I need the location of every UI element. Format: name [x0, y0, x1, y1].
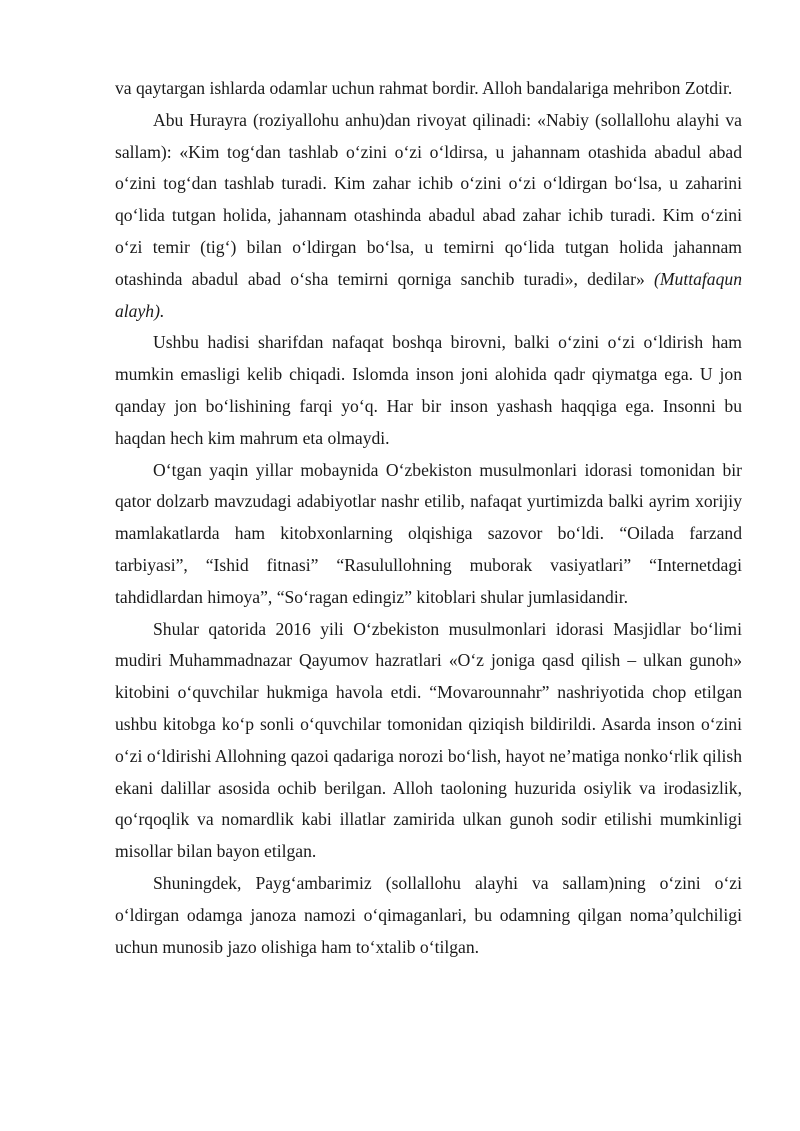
- paragraph-3: [115, 327, 742, 454]
- paragraph-4: [115, 455, 742, 614]
- document-page: [115, 73, 742, 963]
- paragraph-6-text: Shuningdek, Payg‘ambarimiz (sollallohu alayhi va sallam)ning o‘zini o‘zi o‘ldirgan odamga janoza namozi o‘qimaganlari, bu odamning qilgan noma’qulchiligi uchun munosib jazo olishiga ham to‘xtalib o‘tilgan.: [115, 872, 742, 957]
- paragraph-6: [115, 868, 742, 963]
- paragraph-4-text: O‘tgan yaqin yillar mobaynida O‘zbekiston musulmonlari idorasi tomonidan bir qator dolzarb mavzudagi adabiyotlar nashr etilib, nafaqat yurtimizda balki ayrim xorijiy mamlakatlarda ham kitobxonlarning olqishiga sazovor bo‘ldi. “Oilada farzand tarbiyasi”, “Ishid fitnasi” “Rasulullohning muborak vasiyatlari” “Internetdagi tahdidlardan himoya”, “So‘ragan edingiz” kitoblari shular jumlasidandir.: [115, 459, 742, 607]
- paragraph-1: [115, 73, 742, 105]
- paragraph-1-text: va qaytargan ishlarda odamlar uchun rahmat bordir. Alloh bandalariga mehribon Zotdir.: [115, 78, 733, 98]
- paragraph-5: [115, 614, 742, 868]
- paragraph-3-text: Ushbu hadisi sharifdan nafaqat boshqa birovni, balki o‘zini o‘zi o‘ldirish ham mumkin emasligi kelib chiqadi. Islomda inson joni alohida qadr qiymatga ega. U jon qanday jon bo‘lishining farqi yo‘q. Har bir inson yashash haqqiga ega. Insonni bu haqdan hech kim mahrum eta olmaydi.: [115, 332, 742, 448]
- paragraph-2: [115, 105, 742, 328]
- paragraph-5-text: Shular qatorida 2016 yili O‘zbekiston musulmonlari idorasi Masjidlar bo‘limi mudiri Muhammadnazar Qayumov hazratlari «O‘z joniga qasd qilish – ulkan gunoh» kitobini o‘quvchilar hukmiga havola etdi. “Movarounnahr” nashriyotida chop etilgan ushbu kitobga ko‘p sonli o‘quvchilar tomonidan qiziqish bildirildi. Asarda inson o‘zini o‘zi o‘ldirishi Allohning qazoi qadariga norozi bo‘lish, hayot ne’matiga nonko‘rlik qilish ekani dalillar asosida ochib berilgan. Alloh taoloning huzurida osiylik va irodasizlik, qo‘rqoqlik va nomardlik kabi illatlar zamirida ulkan gunoh sodir etilishi mumkinligi misollar bilan bayon etilgan.: [115, 618, 742, 862]
- paragraph-2-text: Abu Hurayra (roziyallohu anhu)dan rivoyat qilinadi: «Nabiy (sollallohu alayhi va sallam): «Kim tog‘dan tashlab o‘zini o‘zi o‘ldirsa, u jahannam otashida abadul abad o‘zini tog‘dan tashlab turadi. Kim zahar ichib o‘zini o‘zi o‘ldirgan bo‘lsa, u zaharini qo‘lida tutgan holida, jahannam otashinda abadul abad zahar ichib turadi. Kim o‘zini o‘zi temir (tig‘) bilan o‘ldirgan bo‘lsa, u temirni qo‘lida tutgan holida jahannam otashinda abadul abad o‘sha temirni qorniga sanchib turadi», dedilar»: [115, 109, 742, 289]
- hadith-reference: (Muttafaqun alayh).: [115, 268, 742, 321]
